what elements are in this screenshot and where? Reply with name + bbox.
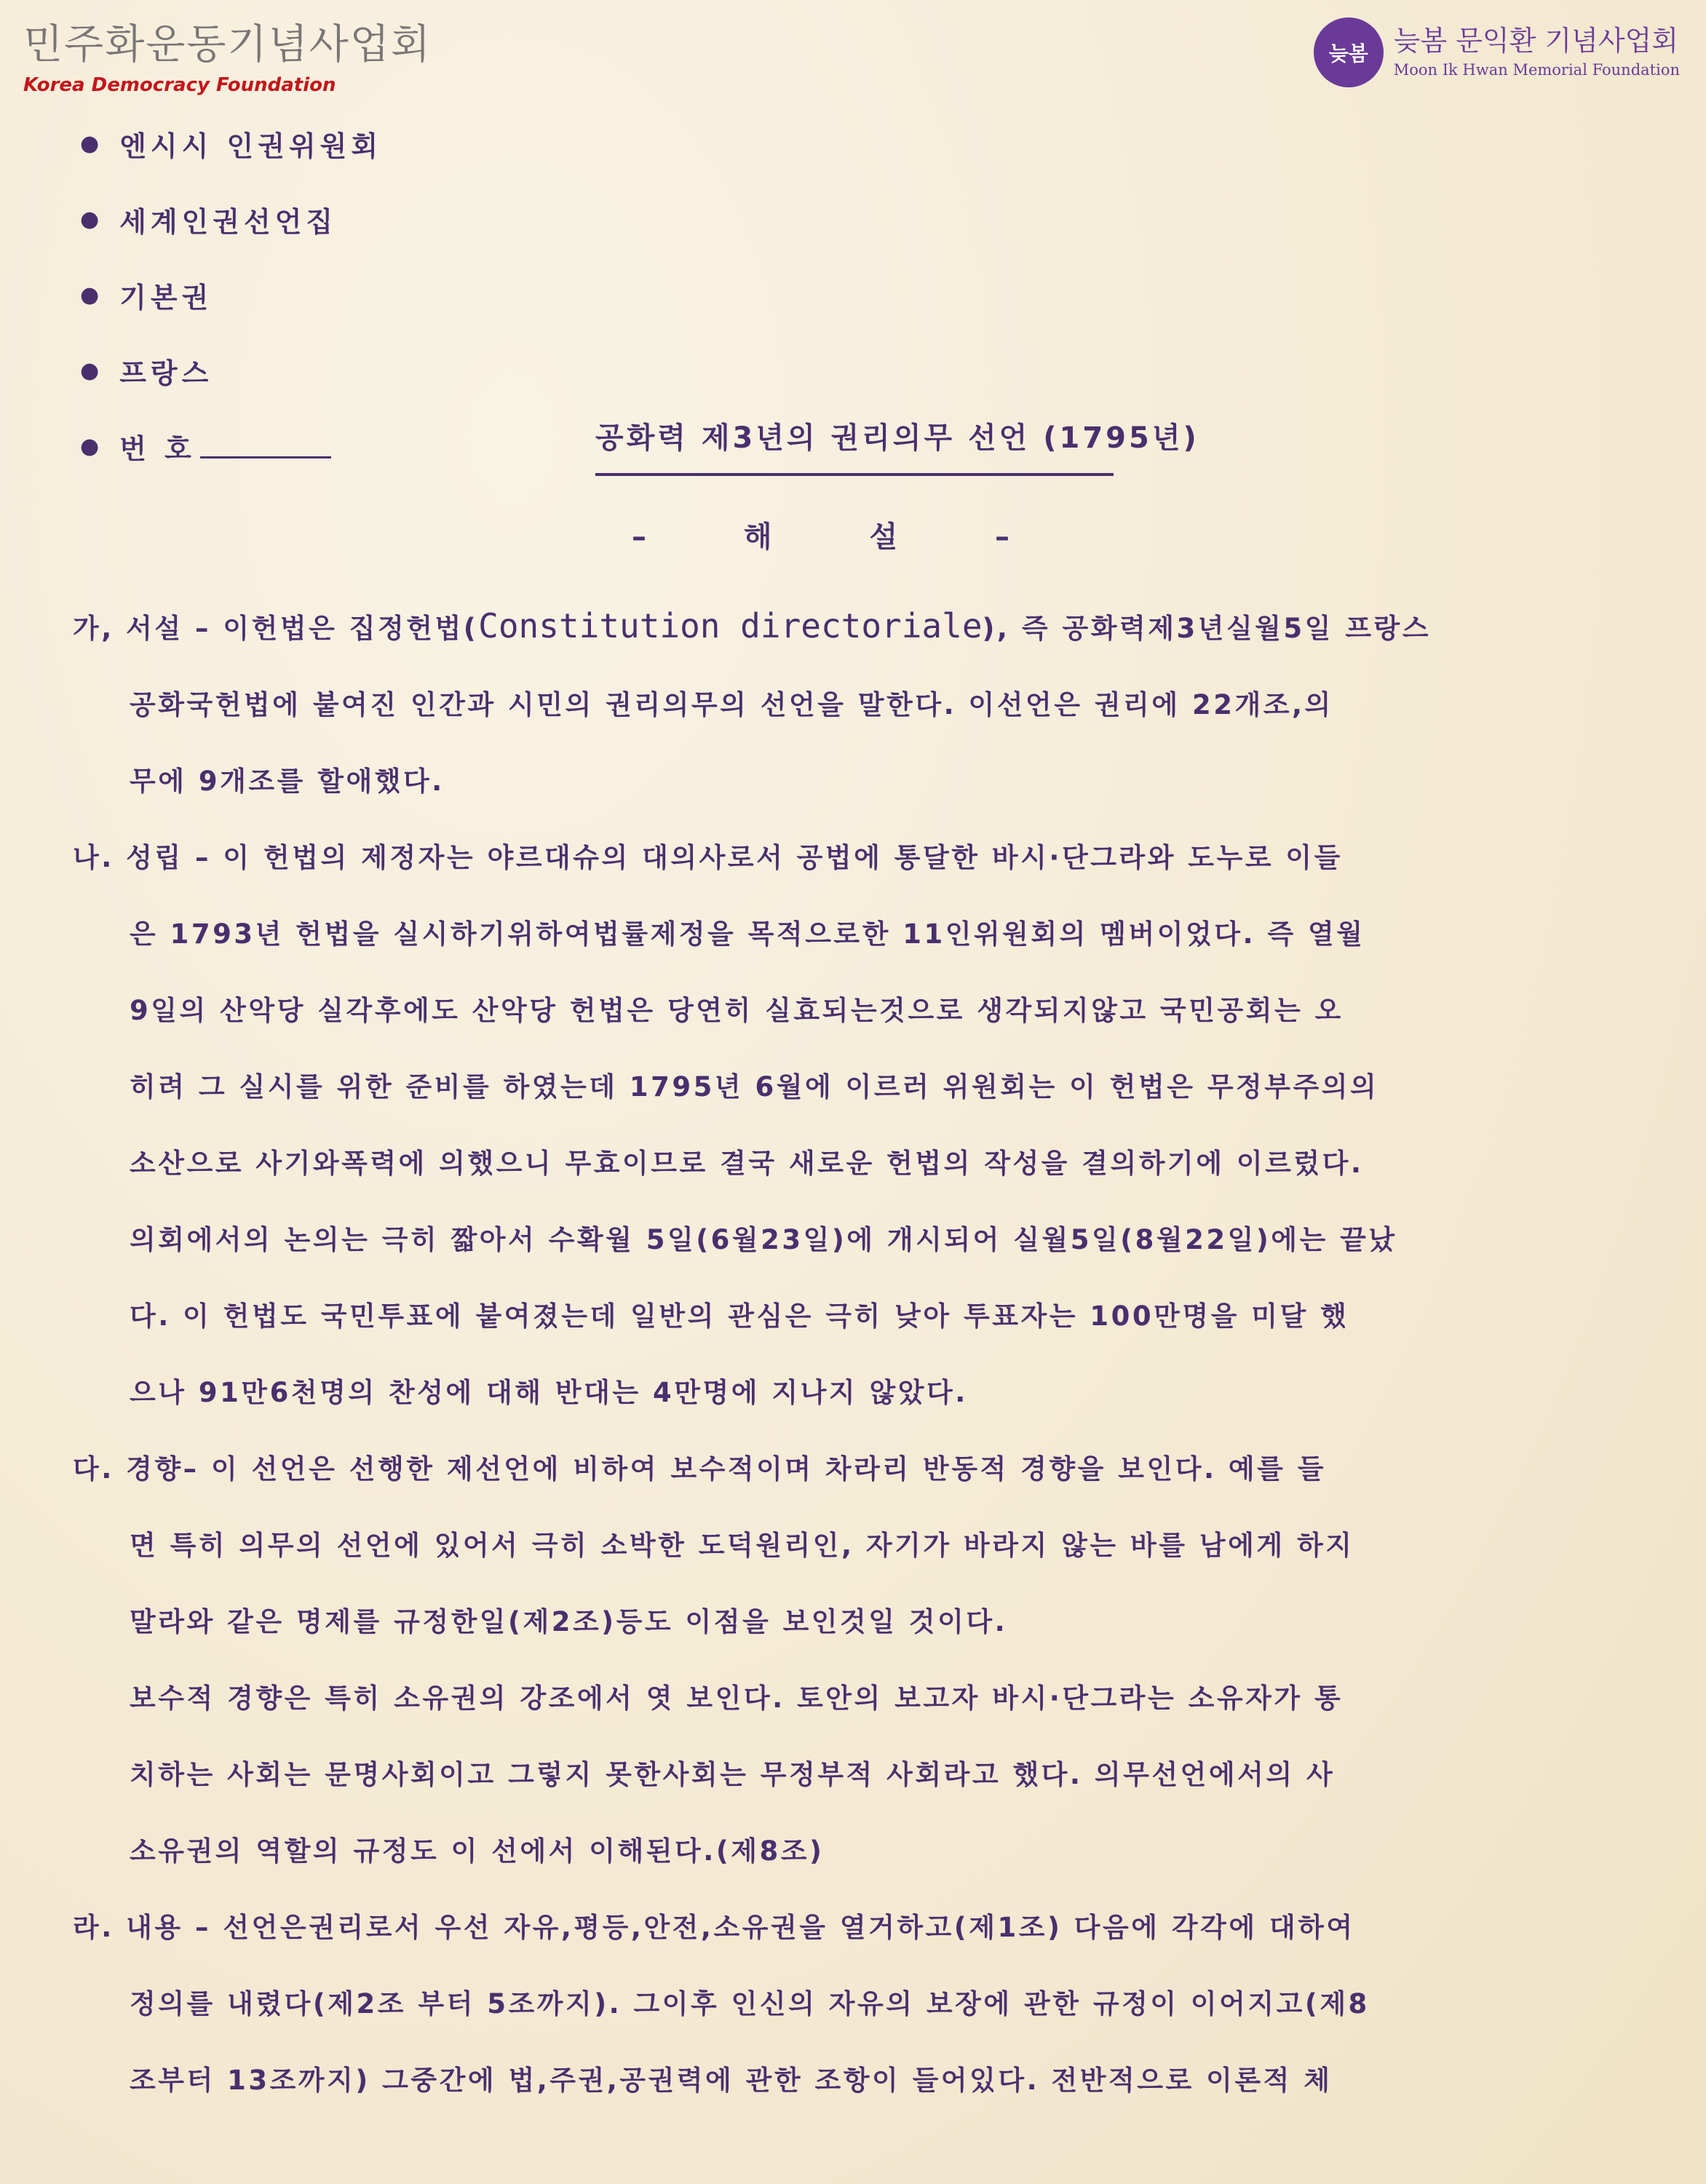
kdf-logo-korean: 민주화운동기념사업회 — [23, 21, 432, 68]
text-line: 조부터 13조까지) 그중간에 법,주권,공권력에 관한 조항이 들어있다. 전반적으로 이론적 체 — [130, 2065, 1333, 2096]
kdf-logo-english: Korea Democracy Foundation — [23, 74, 336, 96]
text-line: 소유권의 역할의 규정도 이 선에서 이해된다.(제8조) — [130, 1835, 825, 1867]
text-line: 가, 서설 – 이헌법은 집정헌법(Constitution directoriale), 즉 공화력제3년실월5일 프랑스 — [73, 606, 1432, 646]
text-line: 면 특히 의무의 선언에 있어서 극히 소박한 도덕원리인, 자기가 바라지 않는 바를 남에게 하지 — [130, 1530, 1354, 1561]
meta-item-category: ● 기본권 — [80, 281, 213, 314]
number-blank-line — [200, 434, 331, 458]
bullet-icon: ● — [80, 282, 104, 308]
text-line: 9일의 산악당 실각후에도 산악당 헌법은 당연히 실효되는것으로 생각되지않고 국민공회는 오 — [130, 995, 1344, 1026]
text-line: 정의를 내렸다(제2조 부터 5조까지). 그이후 인신의 자유의 보장에 관한 규정이 이어지고(제8 — [130, 1988, 1370, 2020]
text-line: 의회에서의 논의는 극히 짧아서 수확월 5일(6월23일)에 개시되어 실월5일(8월22일)에는 끝났 — [130, 1224, 1397, 1255]
moon-ik-hwan-logo — [1314, 17, 1680, 87]
text-line: 말라와 같은 명제를 규정한일(제2조)등도 이점을 보인것일 것이다. — [130, 1606, 1008, 1637]
meta-item-committee: ● 엔시시 인권위원회 — [80, 130, 383, 162]
bullet-icon: ● — [80, 130, 104, 156]
text-line: 라. 내용 – 선언은권리로서 우선 자유,평등,안전,소유권을 열거하고(제1조) 다음에 각각에 대하여 — [73, 1912, 1355, 1943]
bullet-icon: ● — [80, 206, 104, 232]
meta-item-country: ● 프랑스 — [80, 357, 213, 389]
meta-item-collection: ● 세계인권선언집 — [80, 205, 338, 238]
moon-logo-english: Moon Ik Hwan Memorial Foundation — [1393, 60, 1680, 79]
document-title: 공화력 제3년의 권리의무 선언 (1795년) — [595, 421, 1199, 455]
handwritten-term: Constitution directoriale — [478, 606, 983, 646]
document-subtitle: – 해 설 – — [632, 520, 1054, 554]
text-line: 공화국헌법에 붙여진 인간과 시민의 권리의무의 선언을 말한다. 이선언은 권리에 22개조,의 — [130, 689, 1333, 720]
document-meta-list — [80, 106, 382, 484]
text-line: 치하는 사회는 문명사회이고 그렇지 못한사회는 무정부적 사회라고 했다. 의무선언에서의 사 — [130, 1759, 1336, 1790]
kdf-logo — [23, 21, 432, 96]
document-body — [73, 588, 1638, 2119]
text-line: 보수적 경향은 특히 소유권의 강조에서 엿 보인다. 토안의 보고자 바시·단그라는 소유자가 통 — [130, 1683, 1344, 1714]
text-line: 무에 9개조를 할애했다. — [130, 766, 445, 797]
text-line: 히려 그 실시를 위한 준비를 하였는데 1795년 6월에 이르러 위원회는 이 헌법은 무정부주의의 — [130, 1071, 1379, 1103]
title-underline — [595, 473, 1114, 476]
text-line: 은 1793년 헌법을 실시하기위하여법률제정을 목적으로한 11인위원회의 멤버이었다. 즉 열월 — [130, 918, 1365, 950]
bullet-icon: ● — [80, 357, 104, 384]
meta-item-number: ● 번 호 — [80, 408, 382, 484]
paragraph-introduction — [73, 588, 1638, 819]
moon-logo-korean: 늦봄 문익환 기념사업회 — [1393, 25, 1678, 57]
text-line: 다. 이 헌법도 국민투표에 붙여졌는데 일반의 관심은 극히 낮아 투표자는 100만명을 미달 했 — [130, 1301, 1349, 1332]
bullet-icon: ● — [80, 433, 104, 459]
paragraph-content — [73, 1889, 1638, 2119]
text-line: 소산으로 사기와폭력에 의했으니 무효이므로 결국 새로운 헌법의 작성을 결의하기에 이르렀다. — [130, 1148, 1364, 1179]
text-line: 다. 경향– 이 선언은 선행한 제선언에 비하여 보수적이며 차라리 반동적 경향을 보인다. 예를 들 — [73, 1453, 1327, 1485]
paragraph-tendency — [73, 1431, 1638, 1889]
text-line: 으나 91만6천명의 찬성에 대해 반대는 4만명에 지나지 않았다. — [130, 1377, 968, 1408]
text-line: 나. 성립 – 이 헌법의 제정자는 야르대슈의 대의사로서 공법에 통달한 바시·단그라와 도누로 이들 — [73, 842, 1343, 873]
foundation-seal-icon: 늦봄 — [1314, 17, 1384, 87]
paragraph-establishment — [73, 819, 1638, 1431]
